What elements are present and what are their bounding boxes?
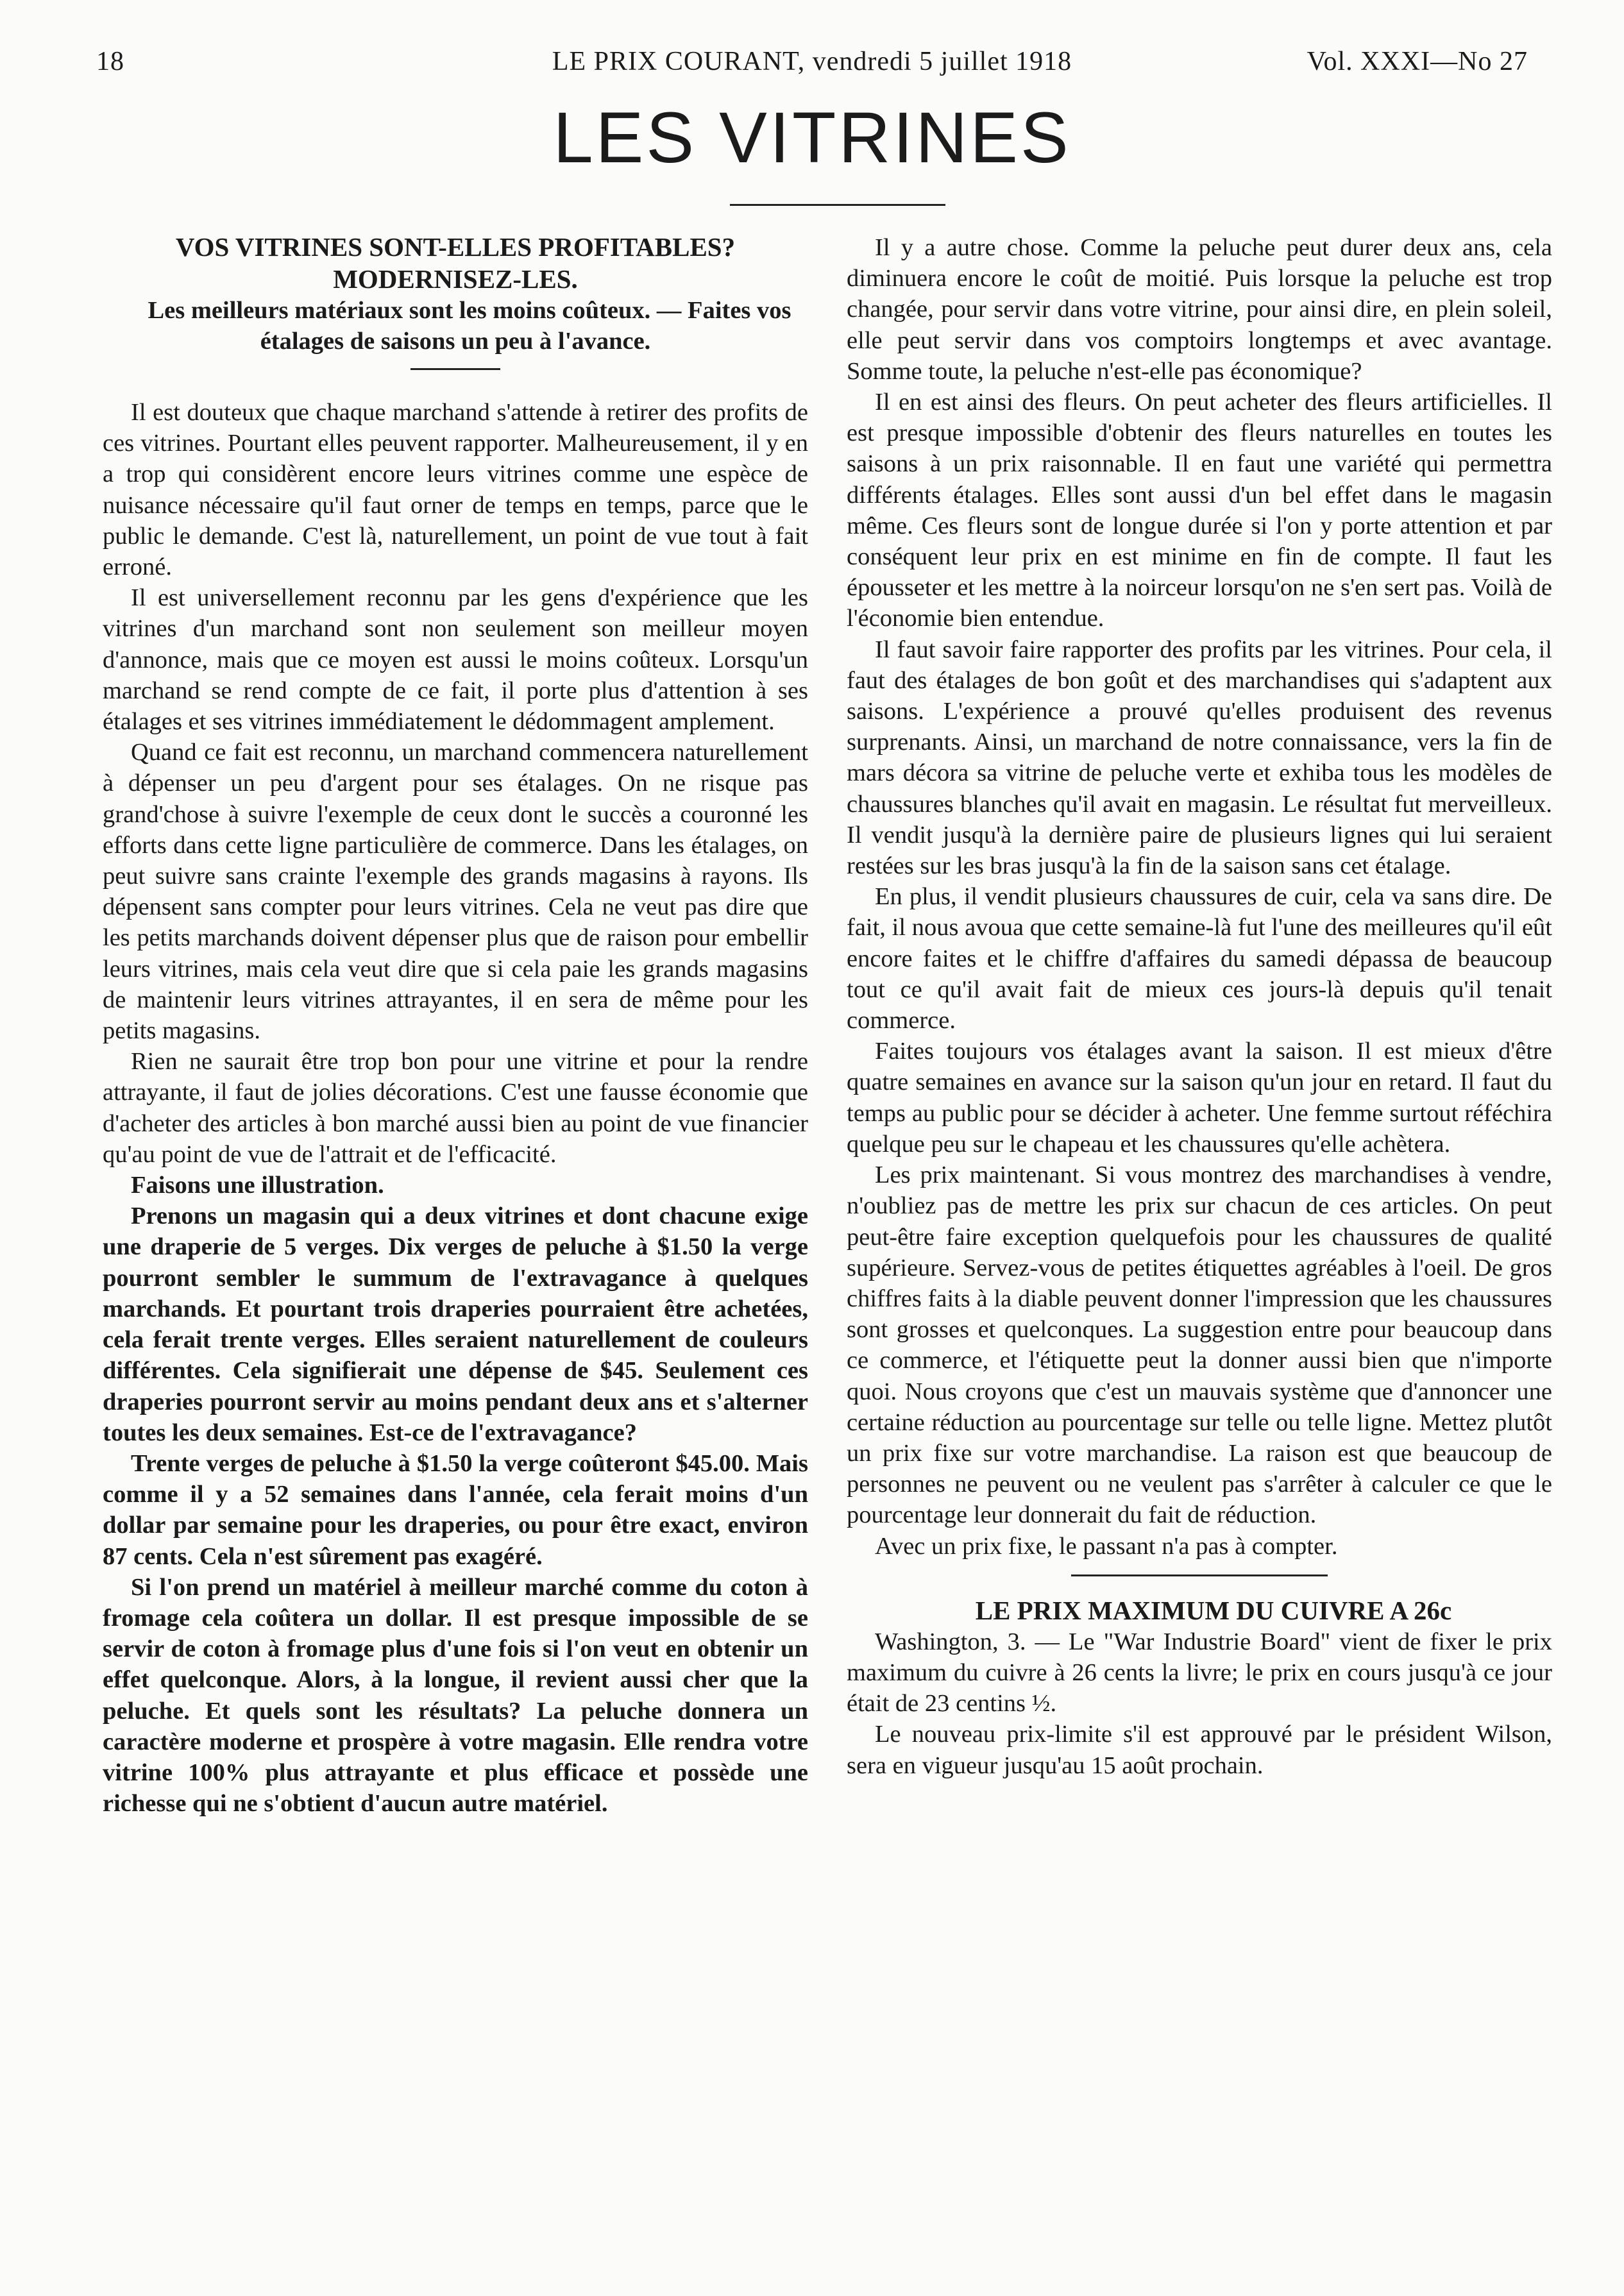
paragraph: Le nouveau prix-limite s'il est approuvé par le président Wilson, sera en vigueur jusqu'au 15 août prochain. — [847, 1721, 1552, 1779]
volume-number: Vol. XXXI—No 27 — [1307, 47, 1528, 76]
paragraph: Il y a autre chose. Comme la peluche peut durer deux ans, cela diminuera encore le coût de moitié. Puis lorsque la peluche est trop changée, pour servir dans votre vitrine, pour ainsi dire, en plein soleil, elle peut servir dans vos comptoirs longtemps et avec avantage. Somme toute, la peluche n'est-elle pas économique? — [847, 234, 1552, 385]
copper-article-headline: LE PRIX MAXIMUM DU CUIVRE A 26c — [975, 1595, 1452, 1625]
subhead-divider — [410, 368, 500, 370]
paragraph: Faites toujours vos étalages avant la saison. Il est mieux d'être quatre semaines en avance sur la saison qu'un jour en retard. Il faut du temps au public pour se décider à acheter. Une femme surtout réféchira quelque peu sur le chapeau et les chaussures qu'elle achètera. — [847, 1038, 1552, 1158]
paragraph: Washington, 3. — Le "War Industrie Board" vient de fixer le prix maximum du cuivre à 26 cents la livre; le prix en cours jusqu'à ce jour était de 23 centins ½. — [847, 1628, 1552, 1718]
paragraph: Il en est ainsi des fleurs. On peut acheter des fleurs artificielles. Il est presque impossible d'obtenir des fleurs naturelles en toutes les saisons à un prix raisonnable. Il en faut une variété qui permettra différents étalages. Elles sont aussi d'un bel effet dans le magasin même. Ces fleurs sont de longue durée si l'on y porte attention et par conséquent leur prix en est minime en fin de compte. Il faut les épousseter et les mettre à la noirceur lorsqu'on ne s'en sert pas. Voilà de l'économie bien entendue. — [847, 389, 1552, 632]
publication-line: LE PRIX COURANT, vendredi 5 juillet 1918 — [552, 47, 1072, 76]
paragraph: En plus, il vendit plusieurs chaussures de cuir, cela va sans dire. De fait, il nous avoua que cette semaine-là fut l'une des meilleures qu'il eût encore faites et le chiffre d'affaires du samedi dépassa de beaucoup tout ce qu'il avait fait de mieux ces jours-là depuis qu'il tenait commerce. — [847, 883, 1552, 1034]
paragraph: Quand ce fait est reconnu, un marchand commencera naturellement à dépenser un peu d'argent pour ses étalages. On ne risque pas grand'chose à suivre l'exemple de ceux dont le succès a couronné les efforts dans cette ligne particulière de commerce. Dans les étalages, on peut suivre sans crainte l'exemple des grands magasins à rayons. Ils dépensent sans compter pour leurs vitrines. Cela ne veut pas dire que les petits marchands doivent dépenser plus que de raison pour embellir leurs vitrines, mais cela veut dire que si cela paie les grands magasins de maintenir leurs vitrines attrayantes, il en sera de même pour les petits magasins. — [103, 739, 808, 1045]
paragraph: Les prix maintenant. Si vous montrez des marchandises à vendre, n'oubliez pas de mettre les prix sur chacun de ces articles. On peut peut-être faire exception quelquefois pour les chaussures de qualité supérieure. Servez-vous de petites étiquettes agréables à l'oeil. De gros chiffres faits à la diable peuvent donner l'impression que les chaussures sont grosses et quelconques. La suggestion entre pour beaucoup dans ce commerce, et l'étiquette peut la donner aussi bien que n'importe quoi. Nous croyons que c'est un mauvais système que d'annoncer une certaine réduction au pourcentage sur telle ou telle ligne. Mettez plutôt un prix fixe sur votre marchandise. La raison est que beaucoup de personnes ne peuvent ou ne veulent pas s'arrêter à calculer ce que le pourcentage leur donnerait du fait de réduction. — [847, 1161, 1552, 1529]
article-subhead: Les meilleurs matériaux sont les moins coûteux. — Faites vos étalages de saisons un peu à l'avance. — [148, 297, 791, 355]
paragraph: Il faut savoir faire rapporter des profits par les vitrines. Pour cela, il faut des étalages de bon goût et des marchandises qui s'adaptent aux saisons. L'expérience a prouvé qu'elles produisent des revenus surprenants. Ainsi, un marchand de notre connaissance, vers la fin de mars décora sa vitrine de peluche verte et exhiba tous les modèles de chaussures blanches qu'il avait en magasin. Le résultat fut merveilleux. Il vendit jusqu'à la dernière paire de plusieurs lignes qui lui seraient restées sur les bras jusqu'à la fin de la saison sans cet étalage. — [847, 636, 1552, 880]
page-header — [96, 46, 1528, 85]
right-column — [847, 232, 1552, 1781]
paragraph: Avec un prix fixe, le passant n'a pas à compter. — [875, 1532, 1338, 1560]
page-number: 18 — [96, 47, 124, 76]
title-divider — [730, 204, 945, 206]
paragraph: Si l'on prend un matériel à meilleur marché comme du coton à fromage cela coûtera un dollar. Il est presque impossible de se servir de coton à fromage plus d'une fois si l'on veut en obtenir un effet quelconque. Alors, à la longue, il revient aussi cher que la peluche. Et quels sont les résultats? La peluche donnera un caractère moderne et prospère à votre magasin. Elle rendra votre vitrine 100% plus attrayante et plus efficace et possède une richesse qui ne s'obtient d'aucun autre matériel. — [103, 1573, 808, 1818]
paragraph: Trente verges de peluche à $1.50 la verge coûteront $45.00. Mais comme il y a 52 semaines dans l'année, cela ferait moins d'un dollar par semaine pour les draperies, ou pour être exact, environ 87 cents. Cela n'est sûrement pas exagéré. — [103, 1449, 808, 1570]
paragraph: Faisons une illustration. — [131, 1172, 384, 1199]
paragraph: Il est douteux que chaque marchand s'attende à retirer des profits de ces vitrines. Pourtant elles peuvent rapporter. Malheureusement, il y en a trop qui considèrent encore leurs vitrines comme une espèce de nuisance nécessaire qu'il faut orner de temps en temps, parce que le public le demande. C'est là, naturellement, un point de vue tout à fait erroné. — [103, 399, 808, 581]
page-title: LES VITRINES — [553, 97, 1071, 178]
section-divider — [1071, 1574, 1328, 1576]
paragraph: Rien ne saurait être trop bon pour une vitrine et pour la rendre attrayante, il faut de jolies décorations. C'est une fausse économie que d'acheter des articles à bon marché aussi bien au point de vue financier qu'au point de vue de l'attrait et de l'efficacité. — [103, 1048, 808, 1168]
article-headline-line2: MODERNISEZ-LES. — [333, 264, 578, 294]
left-column — [103, 231, 808, 1819]
paragraph: Prenons un magasin qui a deux vitrines et dont chacune exige une draperie de 5 verges. Dix verges de peluche à $1.50 la verge pourront sembler le summum de l'extravagance à quelques marchands. Et pourtant trois draperies pourraient être achetées, cela ferait trente verges. Elles seraient naturellement de couleurs différentes. Cela signifierait une dépense de $45. Seulement ces draperies pourront servir au moins pendant deux ans et s'alterner toutes les deux semaines. Est-ce de l'extravagance? — [103, 1203, 808, 1446]
paragraph: Il est universellement reconnu par les gens d'expérience que les vitrines d'un marchand sont non seulement son meilleur moyen d'annonce, mais que ce moyen est aussi le moins coûteux. Lorsqu'un marchand se rend compte de ce fait, il porte plus d'attention à ses étalages et ses vitrines immédiatement le dédommagent amplement. — [103, 584, 808, 736]
article-headline-line1: VOS VITRINES SONT-ELLES PROFITABLES? — [175, 232, 736, 262]
